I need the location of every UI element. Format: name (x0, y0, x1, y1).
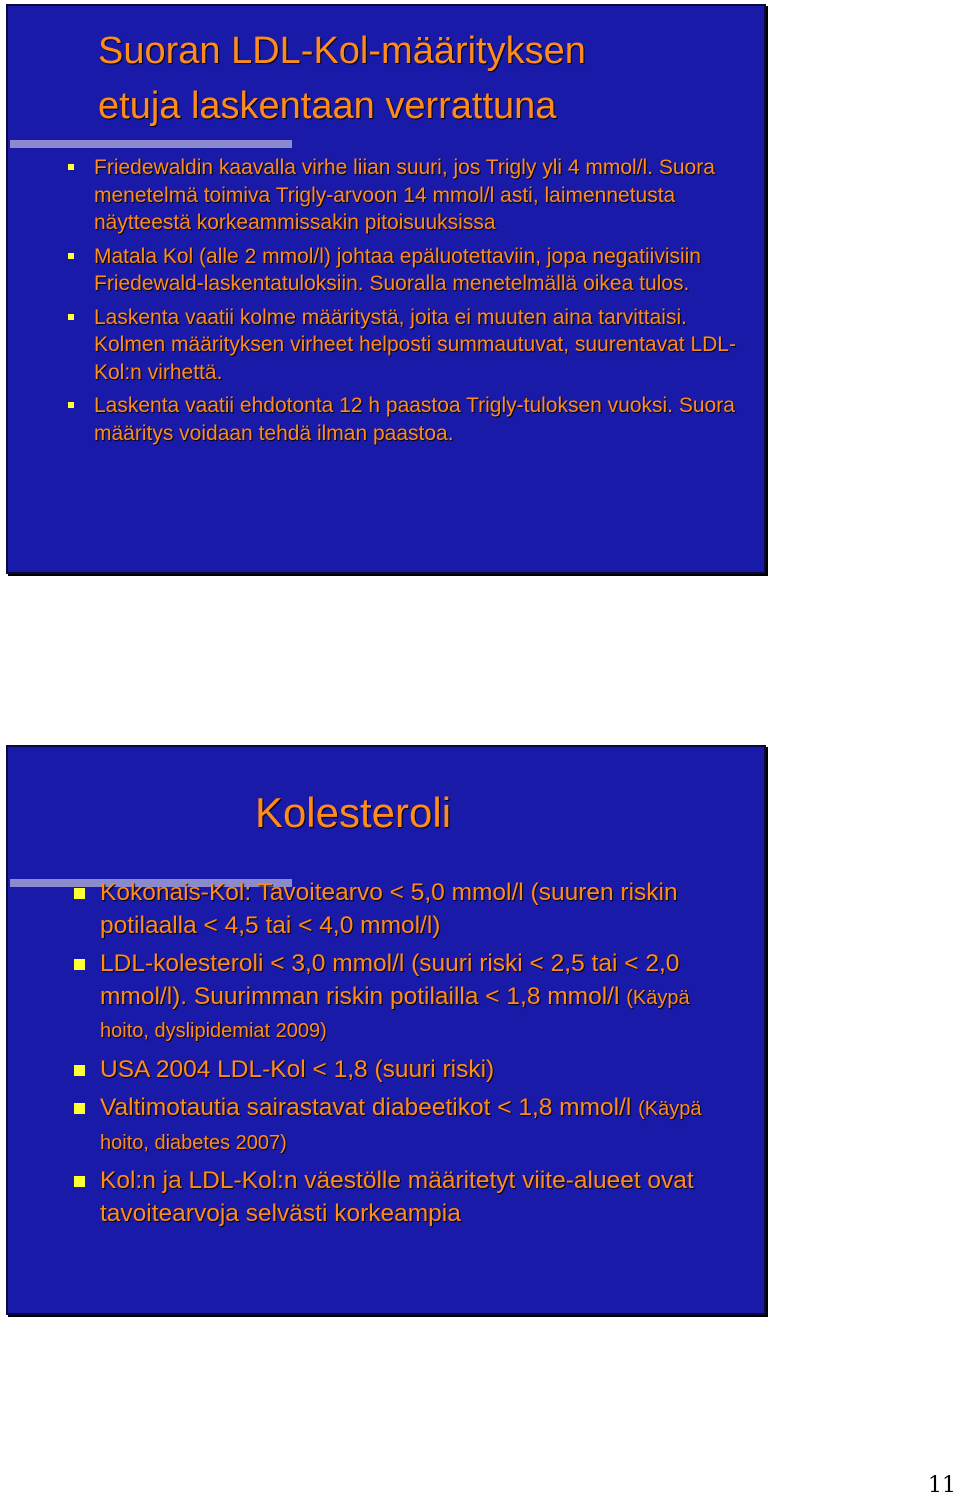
list-item-text: LDL-kolesteroli < 3,0 mmol/l (suuri riski < 2,5 tai < 2,0 mmol/l). Suurimman riskin potilailla < 1,8 mmol/l (100, 950, 680, 1010)
square-bullet-icon (74, 1176, 85, 1187)
bullet-list (56, 154, 746, 453)
title-line-1: Suoran LDL-Kol-määrityksen (98, 30, 586, 72)
list-item-text: Kokonais-Kol: Tavoitearvo < 5,0 mmol/l (suuren riskin potilaalla < 4,5 tai < 4,0 mmol/l) (100, 879, 678, 939)
reference-note: (Käypä hoito, dyslipidemiat 2009) (100, 986, 690, 1042)
slide-title: Kolesteroli (254, 789, 452, 836)
list-item-text: USA 2004 LDL-Kol < 1,8 (suuri riski) (100, 1055, 495, 1083)
list-item (66, 1054, 726, 1087)
square-bullet-icon (68, 402, 74, 408)
square-bullet-icon (74, 888, 85, 899)
list-item-text: Laskenta vaatii kolme määritystä, joita ei muuten aina tarvittaisi. Kolmen määrityksen virheet helposti summautuvat, suurentavat LDL-Kol:n virhettä. (94, 305, 736, 384)
list-item-text: Valtimotautia sairastavat diabeetikot < 1,8 mmol/l (100, 1094, 632, 1121)
slide-ldl-direct-vs-calculated (6, 4, 766, 574)
list-item (56, 154, 746, 237)
slide-kolesteroli (6, 745, 766, 1315)
square-bullet-icon (74, 959, 85, 970)
list-item (66, 877, 726, 942)
list-item-text: Kol:n ja LDL-Kol:n väestölle määritetyt viite-alueet ovat tavoitearvoja selvästi korkeampia (100, 1167, 694, 1227)
title-line-2: etuja laskentaan verrattuna (98, 85, 557, 127)
title-divider (10, 140, 292, 148)
list-item (56, 243, 746, 298)
slide-title (98, 24, 738, 134)
square-bullet-icon (74, 1103, 85, 1114)
list-item-text: Laskenta vaatii ehdotonta 12 h paastoa Trigly-tuloksen vuoksi. Suora määritys voidaan tehdä ilman paastoa. (94, 394, 735, 445)
square-bullet-icon (68, 314, 74, 320)
list-item-text: Friedewaldin kaavalla virhe liian suuri, jos Trigly yli 4 mmol/l. Suora menetelmä toimiva Trigly-arvoon 14 mmol/l asti, laimennetusta näytteestä korkeammissakin pitoisuuksissa (94, 156, 715, 234)
list-item (56, 304, 746, 387)
square-bullet-icon (68, 164, 74, 170)
list-item (56, 392, 746, 447)
page-number: 11 (928, 1473, 956, 1498)
list-item (66, 1092, 726, 1159)
list-item (66, 1165, 726, 1230)
reference-note: (Käypä hoito, diabetes 2007) (100, 1098, 702, 1154)
bullet-list (66, 877, 726, 1236)
square-bullet-icon (74, 1065, 85, 1076)
square-bullet-icon (68, 253, 74, 259)
list-item (66, 948, 726, 1048)
list-item-text: Matala Kol (alle 2 mmol/l) johtaa epäluotettaviin, jopa negatiivisiin Friedewald-laskentatuloksiin. Suoralla menetelmällä oikea tulos. (94, 244, 701, 295)
